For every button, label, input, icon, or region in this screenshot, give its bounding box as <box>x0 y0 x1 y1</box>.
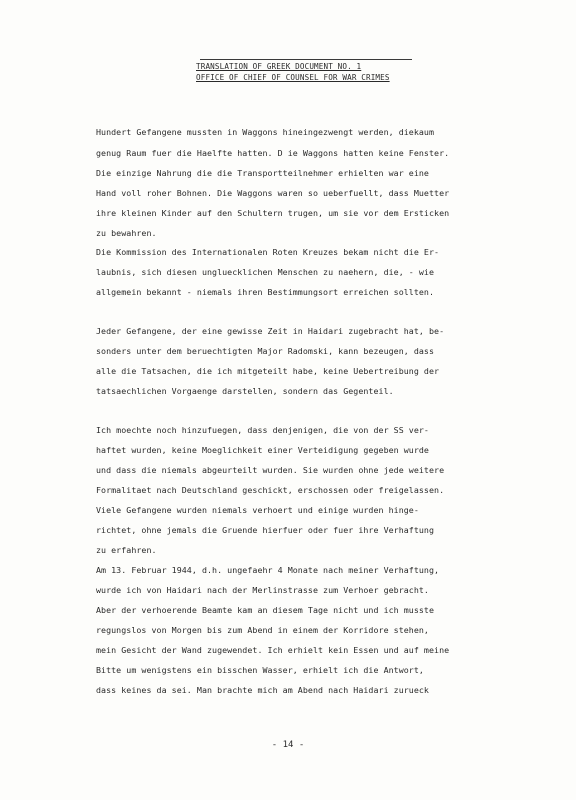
body-line: und dass die niemals abgeurteilt wurden. Sie wurden ohne jede weitere <box>96 465 445 475</box>
body-line: Die einzige Nahrung die die Transportteilnehmer erhielten war eine <box>96 168 429 178</box>
body-line: laubnis, sich diesen ungluecklichen Menschen zu naehern, die, - wie <box>96 267 435 277</box>
body-line: regungslos von Morgen bis zum Abend in einem der Korridore stehen, <box>96 625 429 635</box>
body-line: Formalitaet nach Deutschland geschickt, erschossen oder freigelassen. <box>96 485 445 495</box>
body-line: mein Gesicht der Wand zugewendet. Ich erhielt kein Essen und auf meine <box>96 645 450 655</box>
body-line: wurde ich von Haidari nach der Merlinstrasse zum Verhoer gebracht. <box>96 585 429 595</box>
body-line: Die Kommission des Internationalen Roten Kreuzes bekam nicht die Er- <box>96 247 440 257</box>
page-number: - 14 - <box>271 740 305 750</box>
body-line: Hand voll roher Bohnen. Die Waggons waren so ueberfuellt, dass Muetter <box>96 188 450 198</box>
body-line: sonders unter dem beruechtigten Major Radomski, kann bezeugen, dass <box>96 346 435 356</box>
body-line: Ich moechte noch hinzufuegen, dass denjenigen, die von der SS ver- <box>96 425 429 435</box>
body-line: genug Raum fuer die Haelfte hatten. D ie Waggons hatten keine Fenster. <box>96 148 450 158</box>
body-line: allgemein bekannt - niemals ihren Bestimmungsort erreichen sollten. <box>96 287 435 297</box>
body-line: zu erfahren. <box>96 545 157 555</box>
body-line: dass keines da sei. Man brachte mich am Abend nach Haidari zurueck <box>96 685 429 695</box>
body-line: tatsaechlichen Vorgaenge darstellen, sondern das Gegenteil. <box>96 386 394 396</box>
body-line: alle die Tatsachen, die ich mitgeteilt habe, keine Uebertreibung der <box>96 366 440 376</box>
body-line: Jeder Gefangene, der eine gewisse Zeit in Haidari zugebracht hat, be- <box>96 326 445 336</box>
body-line: Am 13. Februar 1944, d.h. ungefaehr 4 Monate nach meiner Verhaftung, <box>96 565 440 575</box>
body-line: richtet, ohne jemals die Gruende hierfuer oder fuer ihre Verhaftung <box>96 525 435 535</box>
document-header <box>196 61 426 83</box>
body-line: Aber der verhoerende Beamte kam an diesem Tage nicht und ich musste <box>96 605 435 615</box>
header-rule <box>200 59 412 60</box>
header-office: OFFICE OF CHIEF OF COUNSEL FOR WAR CRIMES <box>196 73 390 82</box>
body-line: haftet wurden, keine Moeglichkeit einer Verteidigung gegeben wurde <box>96 445 429 455</box>
body-line: Hundert Gefangene mussten in Waggons hineingezwengt werden, diekaum <box>96 127 435 137</box>
body-line: zu bewahren. <box>96 228 157 238</box>
header-title: TRANSLATION OF GREEK DOCUMENT NO. 1 <box>196 62 362 71</box>
body-line: ihre kleinen Kinder auf den Schultern trugen, um sie vor dem Ersticken <box>96 208 450 218</box>
body-line: Viele Gefangene wurden niemals verhoert und einige wurden hinge- <box>96 505 419 515</box>
body-line: Bitte um wenigstens ein bisschen Wasser, erhielt ich die Antwort, <box>96 665 424 675</box>
